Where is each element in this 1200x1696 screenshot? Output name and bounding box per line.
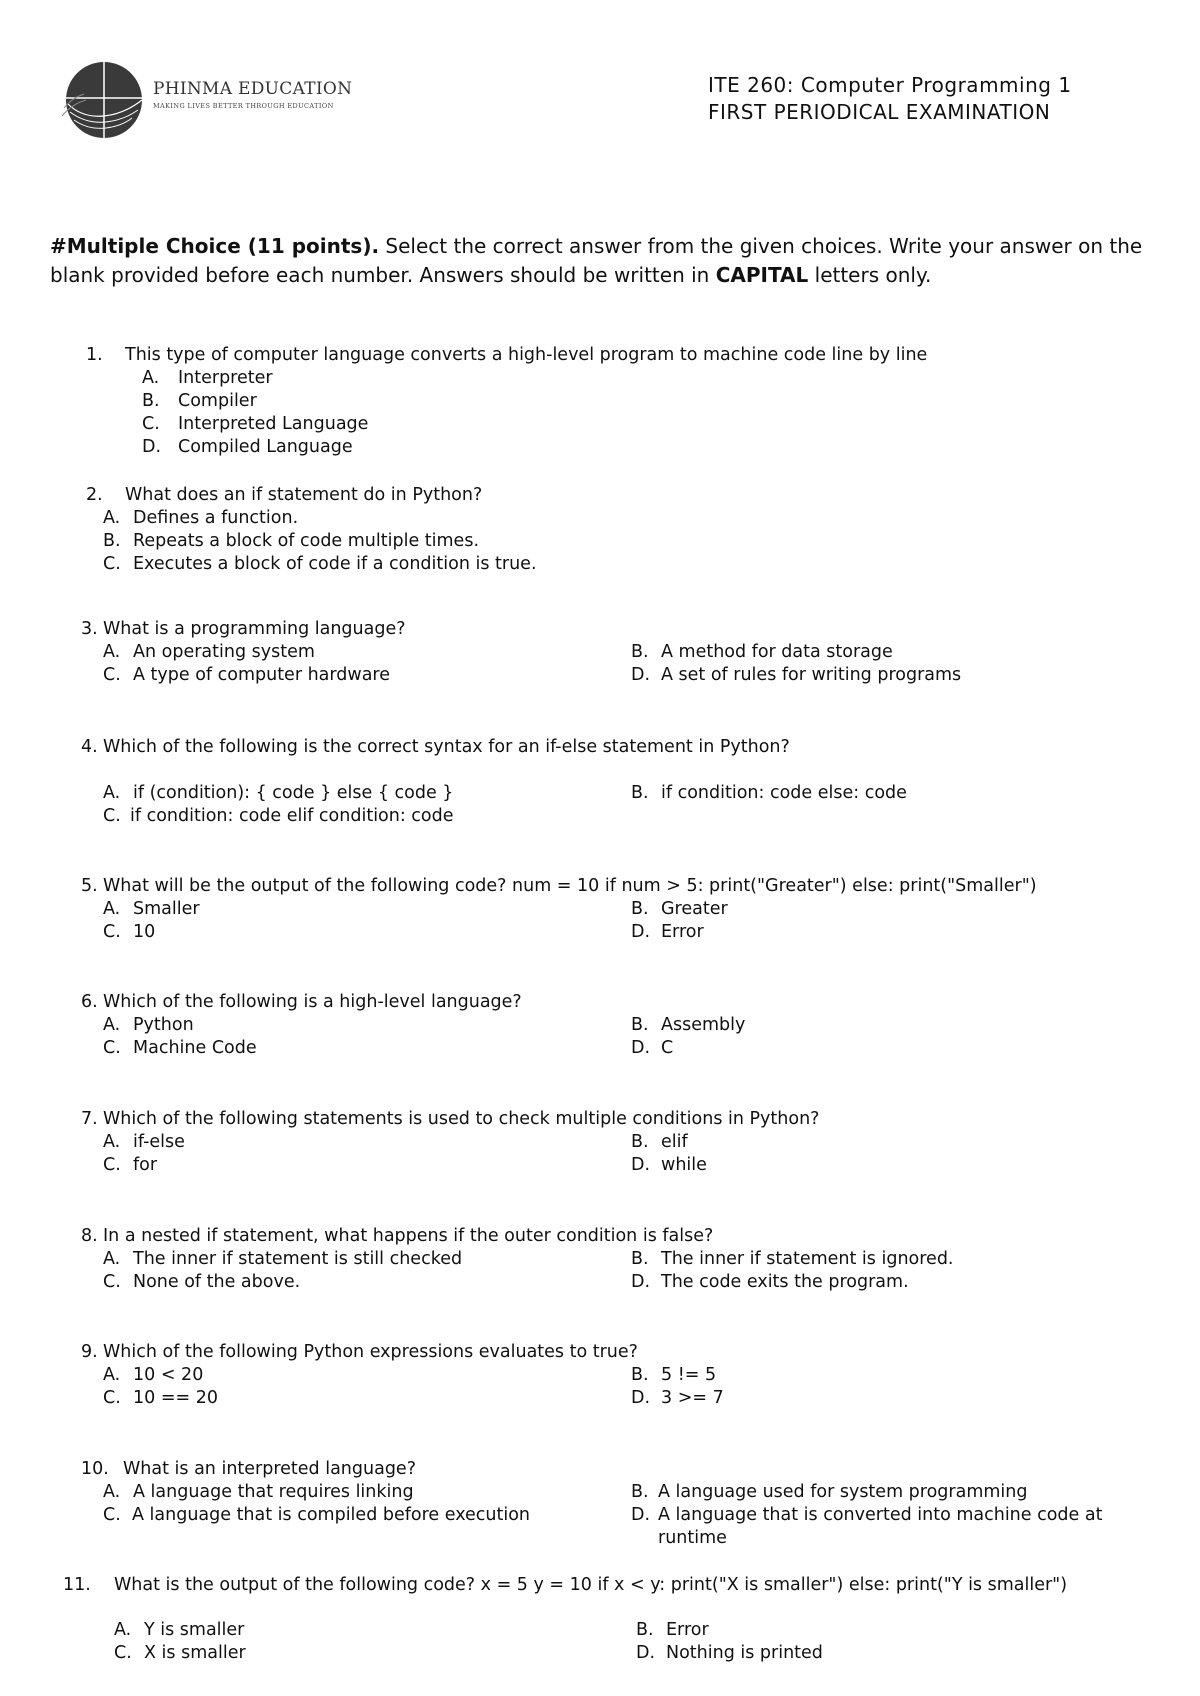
option-11b: B. Error xyxy=(636,1620,709,1640)
option-5d: D. Error xyxy=(631,922,704,942)
question-8: 8. In a nested if statement, what happens if the outer condition is false? xyxy=(81,1226,714,1246)
instructions-emphasis: CAPITAL xyxy=(715,263,809,287)
instructions-text-2: letters only. xyxy=(808,263,932,287)
option-5b: B. Greater xyxy=(631,899,728,919)
question-6: 6. Which of the following is a high-level language? xyxy=(81,992,522,1012)
question-text: This type of computer language converts a high-level program to machine code line by line xyxy=(125,345,928,365)
option-6c: C. Machine Code xyxy=(103,1038,257,1058)
option-6a: A. Python xyxy=(103,1015,194,1035)
option-2b: B. Repeats a block of code multiple times. xyxy=(103,531,480,551)
option-7b: B. elif xyxy=(631,1132,688,1152)
question-4: 4. Which of the following is the correct syntax for an if-else statement in Python? xyxy=(81,737,790,757)
option-9a: A. 10 < 20 xyxy=(103,1365,204,1385)
option-3d: D. A set of rules for writing programs xyxy=(631,665,962,685)
phinma-logo xyxy=(62,58,362,142)
option-8c: C. None of the above. xyxy=(103,1272,301,1292)
option-11d: D. Nothing is printed xyxy=(636,1643,823,1663)
option-11c: C. X is smaller xyxy=(114,1643,246,1663)
option-8a: A. The inner if statement is still checked xyxy=(103,1249,463,1269)
logo-tagline: MAKING LIVES BETTER THROUGH EDUCATION xyxy=(153,102,334,110)
option-10b: B. A language used for system programming xyxy=(631,1482,1028,1502)
instructions xyxy=(50,232,1170,290)
option-10a: A. A language that requires linking xyxy=(103,1482,414,1502)
option-5a: A. Smaller xyxy=(103,899,200,919)
exam-header xyxy=(708,72,1072,126)
question-1 xyxy=(86,344,927,368)
question-3: 3. What is a programming language? xyxy=(81,619,406,639)
option-10d-continued: runtime xyxy=(658,1528,727,1548)
question-5: 5. What will be the output of the following code? num = 10 if num > 5: print("Greater") else: print("Smaller") xyxy=(81,876,1037,896)
option-10c: C. A language that is compiled before execution xyxy=(103,1505,531,1525)
option-9b: B. 5 != 5 xyxy=(631,1365,717,1385)
option-4c: C. if condition: code elif condition: code xyxy=(103,806,454,826)
option-4b: B. if condition: code else: code xyxy=(631,783,907,803)
option-2a: A. Defines a function. xyxy=(103,508,299,528)
option-1a: A. Interpreter xyxy=(142,368,273,388)
option-1d: D. Compiled Language xyxy=(142,437,353,457)
option-3b: B. A method for data storage xyxy=(631,642,893,662)
option-8d: D. The code exits the program. xyxy=(631,1272,909,1292)
instructions-heading: #Multiple Choice (11 points). xyxy=(50,234,380,258)
option-7d: D. while xyxy=(631,1155,707,1175)
exam-title: FIRST PERIODICAL EXAMINATION xyxy=(708,100,1051,124)
phinma-globe-icon xyxy=(62,58,152,142)
course-title: ITE 260: Computer Programming 1 xyxy=(708,73,1072,97)
question-10: 10. What is an interpreted language? xyxy=(81,1459,416,1479)
option-2c: C. Executes a block of code if a condition is true. xyxy=(103,554,537,574)
option-8b: B. The inner if statement is ignored. xyxy=(631,1249,954,1269)
option-10d: D. A language that is converted into machine code at xyxy=(631,1505,1103,1525)
logo-name: PHINMA EDUCATION xyxy=(153,79,353,99)
instructions-text-1: Select the correct answer from the given choices. Write your answer on the blank provided before each number. Answers should be written in xyxy=(50,234,1143,287)
question-11: 11. What is the output of the following code? x = 5 y = 10 if x < y: print("X is smaller") else: print("Y is smaller") xyxy=(63,1575,1068,1595)
question-7: 7. Which of the following statements is used to check multiple conditions in Python? xyxy=(81,1109,820,1129)
option-6b: B. Assembly xyxy=(631,1015,746,1035)
option-6d: D. C xyxy=(631,1038,674,1058)
question-2: 2. What does an if statement do in Python? xyxy=(86,485,483,505)
option-3c: C. A type of computer hardware xyxy=(103,665,391,685)
option-7c: C. for xyxy=(103,1155,158,1175)
option-9d: D. 3 >= 7 xyxy=(631,1388,724,1408)
option-1c: C. Interpreted Language xyxy=(142,414,369,434)
option-7a: A. if-else xyxy=(103,1132,185,1152)
option-5c: C. 10 xyxy=(103,922,156,942)
option-9c: C. 10 == 20 xyxy=(103,1388,218,1408)
question-9: 9. Which of the following Python expressions evaluates to true? xyxy=(81,1342,638,1362)
option-4a: A. if (condition): { code } else { code } xyxy=(103,783,454,803)
option-1b: B. Compiler xyxy=(142,391,257,411)
question-number: 1. xyxy=(86,345,103,365)
option-3a: A. An operating system xyxy=(103,642,315,662)
option-11a: A. Y is smaller xyxy=(114,1620,245,1640)
